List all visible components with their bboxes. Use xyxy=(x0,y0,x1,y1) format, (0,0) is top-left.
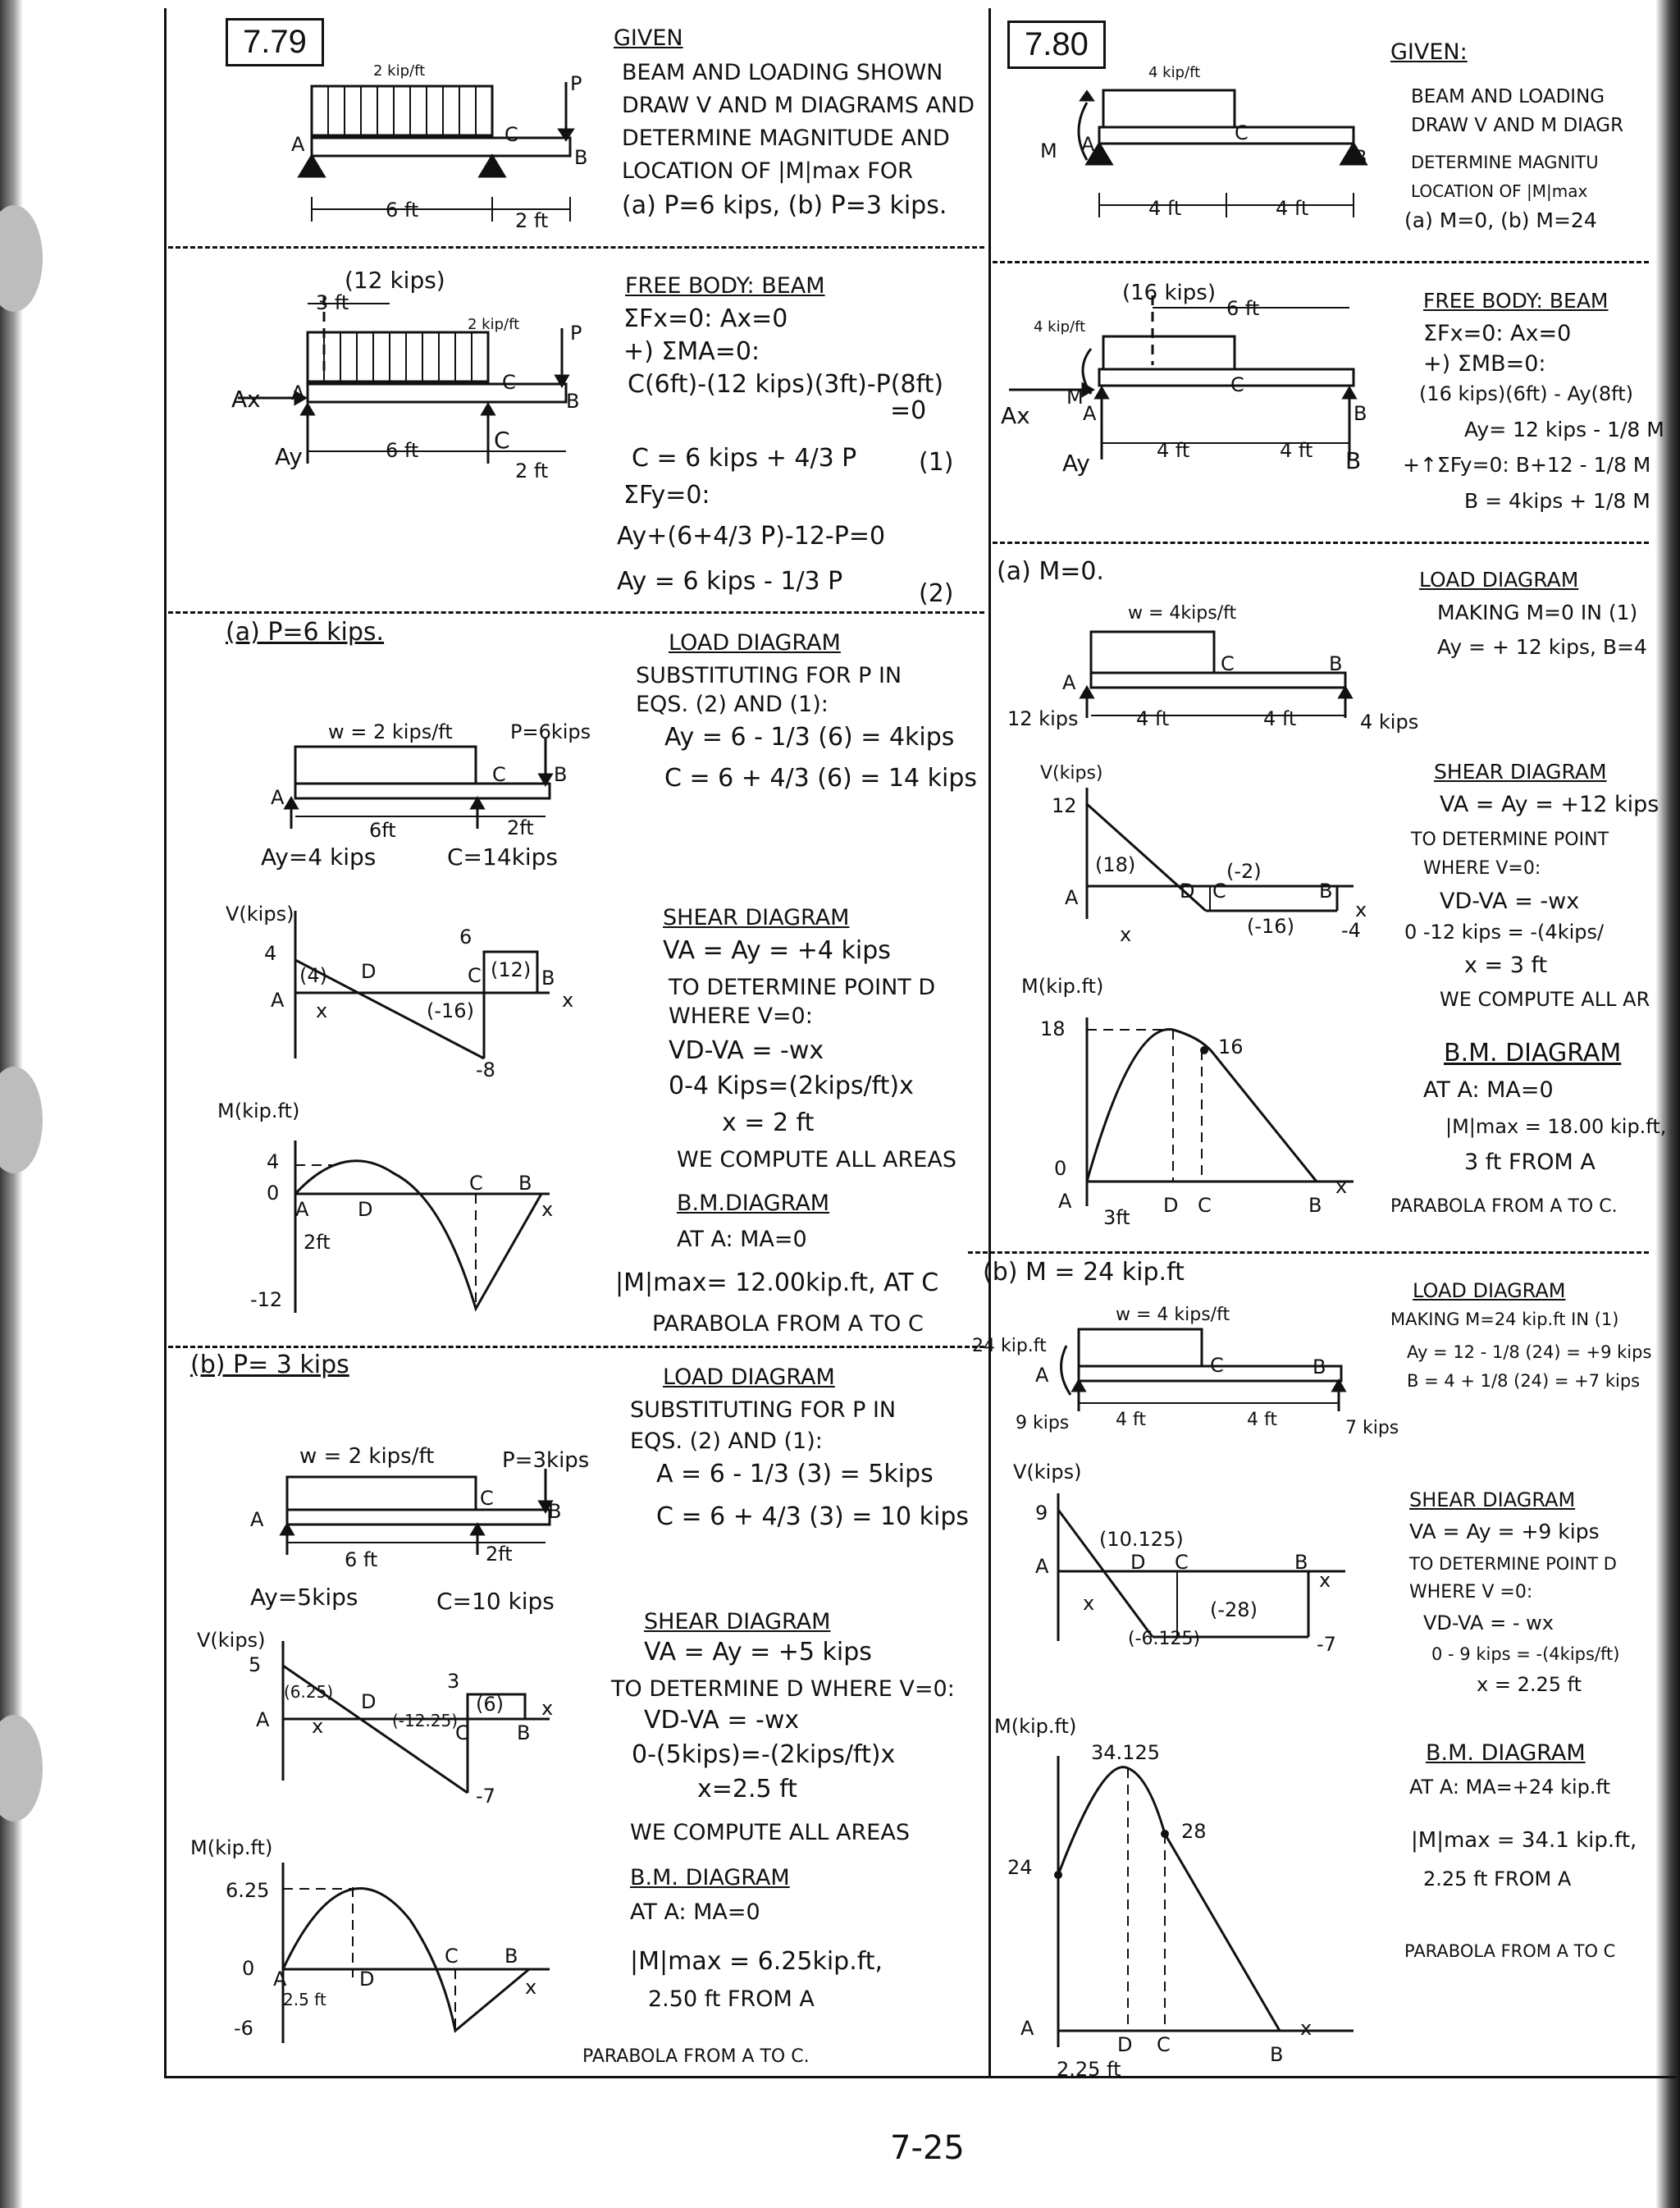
point-d-label: D xyxy=(358,1198,373,1221)
load-text: Ay = 6 - 1/3 (6) = 4kips xyxy=(664,723,955,752)
load-text: SUBSTITUTING FOR P IN xyxy=(636,663,902,688)
equation: B = 4kips + 1/8 M xyxy=(1464,489,1650,513)
point-b-label: B xyxy=(1294,1551,1308,1574)
c-reaction-label: C xyxy=(494,427,510,454)
v-area: (12) xyxy=(491,958,532,981)
bm-heading: B.M.DIAGRAM xyxy=(677,1191,830,1216)
point-c-label: C xyxy=(1210,1354,1224,1377)
point-c-label: C xyxy=(455,1721,469,1744)
given-line: DETERMINE MAGNITU xyxy=(1411,153,1599,172)
load-text: SUBSTITUTING FOR P IN xyxy=(630,1397,897,1423)
point-d-label: D xyxy=(1163,1194,1179,1217)
equation: C(6ft)-(12 kips)(3ft)-P(8ft) xyxy=(628,370,944,399)
bm-text: AT A: MA=0 xyxy=(1423,1077,1554,1103)
shear-heading: SHEAR DIAGRAM xyxy=(663,905,850,930)
result-text: 2.50 ft FROM A xyxy=(648,1986,815,2012)
given-heading: GIVEN xyxy=(614,25,683,51)
point-b-label: B xyxy=(574,146,588,169)
shear-text: VA = Ay = +4 kips xyxy=(663,936,891,965)
point-b-label: B xyxy=(1319,880,1333,903)
x-dist-label: x xyxy=(1120,923,1132,946)
shear-text: WE COMPUTE ALL AREAS xyxy=(630,1820,910,1845)
x-dist-label: x xyxy=(316,999,328,1022)
given-line: (a) P=6 kips, (b) P=3 kips. xyxy=(622,191,947,220)
case-title: (b) P= 3 kips xyxy=(190,1351,349,1379)
span-label: 2 ft xyxy=(515,209,549,232)
v-tick: -7 xyxy=(1317,1633,1336,1656)
x-dist-label: x xyxy=(312,1715,324,1738)
point-c-label: C xyxy=(1235,121,1249,144)
bm-heading: B.M. DIAGRAM xyxy=(1444,1039,1622,1067)
point-b-label: B xyxy=(517,1721,531,1744)
load-text: C = 6 + 4/3 (6) = 14 kips xyxy=(664,764,978,793)
shear-text: 0-(5kips)=-(2kips/ft)x xyxy=(632,1740,896,1769)
bm-heading: B.M. DIAGRAM xyxy=(630,1865,790,1890)
case-title: (b) M = 24 kip.ft xyxy=(983,1258,1185,1287)
m-tick: 34.125 xyxy=(1091,1741,1160,1764)
m-tick: 24 xyxy=(1007,1856,1033,1879)
point-a-label: A xyxy=(1035,1364,1049,1387)
given-line: BEAM AND LOADING xyxy=(1411,86,1605,107)
equation: (16 kips)(6ft) - Ay(8ft) xyxy=(1419,382,1633,405)
point-b-label: B xyxy=(504,1945,518,1968)
v-axis-label: V(kips) xyxy=(1040,763,1103,784)
span-label: 4 ft xyxy=(1247,1410,1277,1430)
binder-hole xyxy=(0,1067,43,1173)
v-area: (10.125) xyxy=(1099,1528,1184,1551)
point-d-label: D xyxy=(1117,2033,1133,2056)
point-b-label: B xyxy=(1354,146,1367,169)
load-label: 2 kip/ft xyxy=(468,316,520,333)
load-diagram xyxy=(262,1461,574,1575)
resultant-label: (16 kips) xyxy=(1122,281,1216,305)
given-line: BEAM AND LOADING SHOWN xyxy=(622,60,943,85)
point-c-label: C xyxy=(480,1487,494,1510)
load-label: 4 kip/ft xyxy=(1148,64,1201,81)
span-label: 2ft xyxy=(486,1543,513,1566)
binder-hole xyxy=(0,205,43,312)
shear-text: VA = Ay = +12 kips xyxy=(1440,792,1659,817)
p-label: P=6kips xyxy=(510,720,591,743)
point-c-label: C xyxy=(445,1945,459,1968)
problem-number: 7.79 xyxy=(226,18,324,66)
given-heading: GIVEN: xyxy=(1390,39,1468,65)
point-c-label: C xyxy=(1198,1194,1212,1217)
dist-label: 6 ft xyxy=(1226,297,1260,320)
dist-label: 3 ft xyxy=(316,291,349,314)
b-reaction-label: B xyxy=(1345,447,1362,474)
span-label: 6 ft xyxy=(345,1548,378,1571)
load-diagram xyxy=(1075,624,1386,730)
point-a-label: A xyxy=(1058,1190,1072,1213)
load-diagram-heading: LOAD DIAGRAM xyxy=(663,1365,835,1390)
point-c-label: C xyxy=(504,123,518,146)
reaction-label: Ay=5kips xyxy=(250,1584,358,1611)
dist-label: 2.5 ft xyxy=(283,1990,326,2009)
point-a-label: A xyxy=(271,786,285,809)
shear-text: VA = Ay = +5 kips xyxy=(644,1638,872,1666)
point-a-label: A xyxy=(1035,1555,1049,1578)
point-a-label: A xyxy=(1083,402,1097,425)
span-label: 4 ft xyxy=(1136,707,1170,730)
shear-diagram xyxy=(279,911,574,1083)
parabola-text: PARABOLA FROM A TO C xyxy=(652,1311,924,1337)
section-divider xyxy=(993,542,1649,544)
point-a-label: A xyxy=(273,1968,287,1991)
load-diagram-heading: LOAD DIAGRAM xyxy=(1413,1279,1566,1302)
axis-x-label: x xyxy=(1355,898,1367,921)
m-tick: 0 xyxy=(242,1957,255,1980)
m-tick: 0 xyxy=(1054,1157,1067,1180)
shear-text: VD-VA = -wx xyxy=(1440,889,1580,914)
result-text: 2.25 ft FROM A xyxy=(1423,1867,1572,1890)
v-area: (-16) xyxy=(1247,915,1294,938)
point-b-label: B xyxy=(1312,1355,1326,1378)
load-label: 2 kip/ft xyxy=(373,62,426,80)
point-c-label: C xyxy=(492,763,506,786)
bm-text: 3 ft FROM A xyxy=(1464,1150,1596,1175)
v-area: (4) xyxy=(299,964,327,987)
m-axis-label: M(kip.ft) xyxy=(1021,975,1104,998)
point-a-label: A xyxy=(271,989,285,1012)
reaction-label: 4 kips xyxy=(1360,711,1419,734)
free-body-heading: FREE BODY: BEAM xyxy=(625,273,825,299)
point-d-label: D xyxy=(359,1968,375,1991)
equation: +) ΣMB=0: xyxy=(1423,351,1546,377)
equation: ΣFx=0: Ax=0 xyxy=(623,304,788,333)
shear-text: WHERE V=0: xyxy=(1423,858,1541,879)
equation: =0 xyxy=(890,396,927,425)
shear-text: TO DETERMINE POINT D xyxy=(1409,1554,1617,1574)
point-a-label: A xyxy=(256,1708,270,1731)
parabola-text: PARABOLA FROM A TO C xyxy=(1404,1941,1616,1961)
shear-text: x = 2 ft xyxy=(722,1109,815,1137)
load-text: B = 4 + 1/8 (24) = +7 kips xyxy=(1407,1371,1641,1391)
m-tick: 18 xyxy=(1040,1017,1066,1040)
binder-hole xyxy=(0,1715,43,1822)
load-text: C = 6 + 4/3 (3) = 10 kips xyxy=(656,1502,970,1531)
v-tick: -4 xyxy=(1341,919,1361,942)
moment-diagram xyxy=(1042,1756,1370,2059)
axis-x-label: x xyxy=(1335,1175,1348,1198)
axis-x-label: x xyxy=(1300,2017,1312,2040)
shear-text: WHERE V =0: xyxy=(1409,1582,1533,1602)
case-title: (a) P=6 kips. xyxy=(226,618,385,647)
equation: Ay+(6+4/3 P)-12-P=0 xyxy=(617,522,886,551)
given-line: LOCATION OF |M|max xyxy=(1411,181,1588,201)
point-d-label: D xyxy=(361,1690,377,1713)
w-label: w = 2 kips/ft xyxy=(299,1444,435,1469)
reaction-label: C=14kips xyxy=(447,843,558,871)
point-b-label: B xyxy=(548,1500,562,1523)
point-b-label: B xyxy=(1354,402,1367,425)
load-text: A = 6 - 1/3 (3) = 5kips xyxy=(656,1460,934,1488)
load-label: 4 kip/ft xyxy=(1034,318,1086,336)
m-label: M xyxy=(1040,139,1057,162)
point-c-label: C xyxy=(1212,880,1226,903)
v-tick: 5 xyxy=(249,1653,262,1676)
point-a-label: A xyxy=(295,1198,309,1221)
shear-text: TO DETERMINE POINT xyxy=(1411,830,1609,850)
v-tick: 12 xyxy=(1052,794,1077,817)
v-area: (6) xyxy=(476,1693,504,1716)
shear-text: 0 - 9 kips = -(4kips/ft) xyxy=(1431,1644,1620,1664)
span-label: 6ft xyxy=(369,819,396,842)
point-a-label: A xyxy=(291,133,305,156)
point-b-label: B xyxy=(1308,1194,1322,1217)
point-a-label: A xyxy=(1081,133,1095,156)
v-area: (6.25) xyxy=(284,1682,334,1702)
shear-text: x=2.5 ft xyxy=(697,1775,797,1803)
shear-text: 0-4 Kips=(2kips/ft)x xyxy=(669,1072,914,1100)
shear-heading: SHEAR DIAGRAM xyxy=(1409,1488,1576,1511)
ax-label: Ax xyxy=(1001,402,1030,429)
given-line: DRAW V AND M DIAGRAMS AND xyxy=(622,93,975,118)
reaction-label: 12 kips xyxy=(1007,707,1079,730)
given-beam-diagram xyxy=(1066,74,1370,238)
point-b-label: B xyxy=(541,967,555,990)
v-area: (-2) xyxy=(1226,860,1262,883)
reaction-label: Ay=4 kips xyxy=(261,843,377,871)
load-text: MAKING M=0 IN (1) xyxy=(1437,601,1638,624)
case-title: (a) M=0. xyxy=(997,557,1104,586)
given-line: DRAW V AND M DIAGR xyxy=(1411,115,1624,136)
dist-label: 2.25 ft xyxy=(1057,2058,1121,2081)
moment-diagram xyxy=(271,1863,574,2051)
m-tick: 6.25 xyxy=(226,1879,270,1902)
m-label: 24 kip.ft xyxy=(972,1336,1047,1356)
result-text: |M|max= 12.00kip.ft, AT C xyxy=(615,1269,939,1297)
m-tick: -12 xyxy=(250,1288,283,1311)
v-axis-label: V(kips) xyxy=(1013,1461,1082,1483)
v-tick: -7 xyxy=(476,1785,495,1808)
v-axis-label: V(kips) xyxy=(197,1629,266,1652)
load-text: MAKING M=24 kip.ft IN (1) xyxy=(1390,1310,1619,1329)
equation: ΣFy=0: xyxy=(623,481,710,510)
bm-text: AT A: MA=0 xyxy=(677,1227,807,1252)
v-area: (-16) xyxy=(427,999,474,1022)
point-c-label: C xyxy=(1175,1551,1189,1574)
reaction-label: C=10 kips xyxy=(436,1588,555,1615)
v-tick: 3 xyxy=(447,1670,460,1693)
point-c-label: C xyxy=(1221,652,1235,675)
result-text: |M|max = 34.1 kip.ft, xyxy=(1411,1828,1637,1853)
m-tick: 28 xyxy=(1181,1820,1207,1843)
bm-text: AT A: MA=+24 kip.ft xyxy=(1409,1776,1610,1799)
point-c-label: C xyxy=(1157,2033,1171,2056)
equation: +↑ΣFy=0: B+12 - 1/8 M xyxy=(1403,453,1651,477)
point-b-label: B xyxy=(566,390,580,413)
shear-text: VD-VA = -wx xyxy=(644,1706,800,1735)
dist-label: 2ft xyxy=(304,1231,331,1254)
point-c-label: C xyxy=(1230,373,1244,396)
section-divider xyxy=(993,261,1649,263)
p-label: P xyxy=(570,322,582,345)
load-text: EQS. (2) AND (1): xyxy=(636,692,829,717)
axis-x-label: x xyxy=(541,1198,554,1221)
point-a-label: A xyxy=(291,382,305,405)
point-d-label: D xyxy=(1130,1551,1146,1574)
m-axis-label: M(kip.ft) xyxy=(217,1099,300,1122)
parabola-text: PARABOLA FROM A TO C. xyxy=(1390,1196,1618,1217)
ay-label: Ay xyxy=(275,443,303,470)
parabola-text: PARABOLA FROM A TO C. xyxy=(582,2046,810,2067)
column-divider xyxy=(988,8,991,2076)
shear-text: TO DETERMINE POINT D xyxy=(669,975,936,1000)
point-d-label: D xyxy=(361,960,377,983)
point-d-label: D xyxy=(1180,880,1195,903)
v-area: (18) xyxy=(1095,853,1136,876)
span-label: 4 ft xyxy=(1280,439,1313,462)
resultant-label: (12 kips) xyxy=(345,267,445,294)
section-divider xyxy=(968,1251,1649,1254)
v-axis-label: V(kips) xyxy=(226,903,294,926)
span-label: 2ft xyxy=(507,816,534,839)
result-text: |M|max = 6.25kip.ft, xyxy=(630,1947,883,1976)
given-line: LOCATION OF |M|max FOR xyxy=(622,158,913,184)
load-text: EQS. (2) AND (1): xyxy=(630,1429,823,1454)
section-divider xyxy=(168,246,984,249)
shear-text: WE COMPUTE ALL AREAS xyxy=(677,1147,956,1173)
load-text: Ay = 12 - 1/8 (24) = +9 kips xyxy=(1407,1342,1652,1362)
free-body-heading: FREE BODY: BEAM xyxy=(1423,289,1609,313)
reaction-label: 7 kips xyxy=(1345,1418,1399,1438)
span-label: 4 ft xyxy=(1263,707,1297,730)
point-c-label: C xyxy=(502,371,516,394)
point-b-label: B xyxy=(554,763,568,786)
ay-label: Ay xyxy=(1062,450,1090,477)
m-axis-label: M(kip.ft) xyxy=(994,1715,1077,1738)
span-label: 4 ft xyxy=(1276,197,1309,220)
point-c-label: C xyxy=(468,964,482,987)
bm-heading: B.M. DIAGRAM xyxy=(1426,1740,1586,1766)
equation-number: (1) xyxy=(919,448,954,477)
bm-text: AT A: MA=0 xyxy=(630,1899,760,1925)
shear-text: WE COMPUTE ALL AR xyxy=(1440,988,1650,1011)
shear-text: VD-VA = -wx xyxy=(669,1036,824,1065)
shear-text: x = 3 ft xyxy=(1464,953,1548,978)
span-label: 4 ft xyxy=(1116,1410,1146,1430)
point-a-label: A xyxy=(250,1508,264,1531)
problem-number: 7.80 xyxy=(1007,21,1106,69)
equation: C = 6 kips + 4/3 P xyxy=(632,444,857,473)
equation: ΣFx=0: Ax=0 xyxy=(1423,321,1572,346)
w-label: w = 4 kips/ft xyxy=(1116,1305,1230,1325)
axis-x-label: x xyxy=(541,1697,554,1720)
shear-text: 0 -12 kips = -(4kips/ xyxy=(1404,921,1605,944)
v-tick: 4 xyxy=(264,942,277,965)
w-label: w = 2 kips/ft xyxy=(328,720,453,743)
point-a-label: A xyxy=(1020,2017,1034,2040)
shear-text: VA = Ay = +9 kips xyxy=(1409,1520,1600,1543)
section-divider xyxy=(168,611,984,614)
shear-text: VD-VA = - wx xyxy=(1423,1611,1554,1634)
axis-x-label: x xyxy=(525,1976,537,1999)
m-axis-label: M(kip.ft) xyxy=(190,1836,273,1859)
v-tick: -8 xyxy=(476,1058,495,1081)
axis-x-label: x xyxy=(1319,1569,1331,1592)
m-tick: 16 xyxy=(1218,1035,1244,1058)
axis-x-label: x xyxy=(562,989,574,1012)
shear-heading: SHEAR DIAGRAM xyxy=(1434,760,1607,784)
span-label: 4 ft xyxy=(1157,439,1190,462)
point-b-label: B xyxy=(1329,652,1343,675)
shear-heading: SHEAR DIAGRAM xyxy=(644,1609,831,1634)
v-area: (-28) xyxy=(1210,1598,1258,1621)
equation: Ay = 6 kips - 1/3 P xyxy=(617,567,843,596)
v-tick: 6 xyxy=(459,926,472,949)
m-label: M xyxy=(1066,386,1084,409)
given-line: (a) M=0, (b) M=24 xyxy=(1404,208,1597,232)
shear-text: x = 2.25 ft xyxy=(1477,1673,1582,1696)
span-label: 2 ft xyxy=(515,459,549,482)
load-diagram xyxy=(1034,1321,1378,1436)
given-line: DETERMINE MAGNITUDE AND xyxy=(622,126,950,151)
span-label: 6 ft xyxy=(386,439,419,462)
load-diagram-heading: LOAD DIAGRAM xyxy=(1419,568,1579,592)
p-label: P xyxy=(570,72,582,95)
point-a-label: A xyxy=(1065,886,1079,909)
v-area: (-6.125) xyxy=(1128,1629,1201,1649)
p-label: P=3kips xyxy=(502,1448,590,1473)
dist-label: 3ft xyxy=(1103,1206,1130,1229)
section-divider xyxy=(168,1346,984,1348)
load-text: Ay = + 12 kips, B=4 xyxy=(1437,635,1647,659)
x-dist-label: x xyxy=(1083,1592,1095,1615)
m-tick: -6 xyxy=(234,2017,253,2040)
bm-text: |M|max = 18.00 kip.ft, xyxy=(1445,1115,1667,1138)
shear-text: TO DETERMINE D WHERE V=0: xyxy=(611,1676,955,1702)
load-diagram-heading: LOAD DIAGRAM xyxy=(669,630,841,656)
w-label: w = 4kips/ft xyxy=(1128,603,1237,624)
equation-number: (2) xyxy=(919,579,954,608)
m-tick: 0 xyxy=(267,1182,280,1205)
page-number: 7-25 xyxy=(890,2129,965,2167)
span-label: 6 ft xyxy=(386,199,419,222)
point-c-label: C xyxy=(469,1172,483,1195)
point-b-label: B xyxy=(1270,2043,1284,2066)
reaction-label: 9 kips xyxy=(1016,1413,1070,1433)
v-tick: 9 xyxy=(1035,1502,1048,1525)
shear-text: WHERE V=0: xyxy=(669,1003,813,1029)
span-label: 4 ft xyxy=(1148,197,1182,220)
equation: +) ΣMA=0: xyxy=(623,337,760,366)
m-tick: 4 xyxy=(267,1150,280,1173)
point-a-label: A xyxy=(1062,671,1076,694)
ax-label: Ax xyxy=(231,386,261,413)
v-area: (-12.25) xyxy=(392,1711,459,1730)
point-b-label: B xyxy=(518,1172,532,1195)
equation: Ay= 12 kips - 1/8 M xyxy=(1464,418,1664,441)
